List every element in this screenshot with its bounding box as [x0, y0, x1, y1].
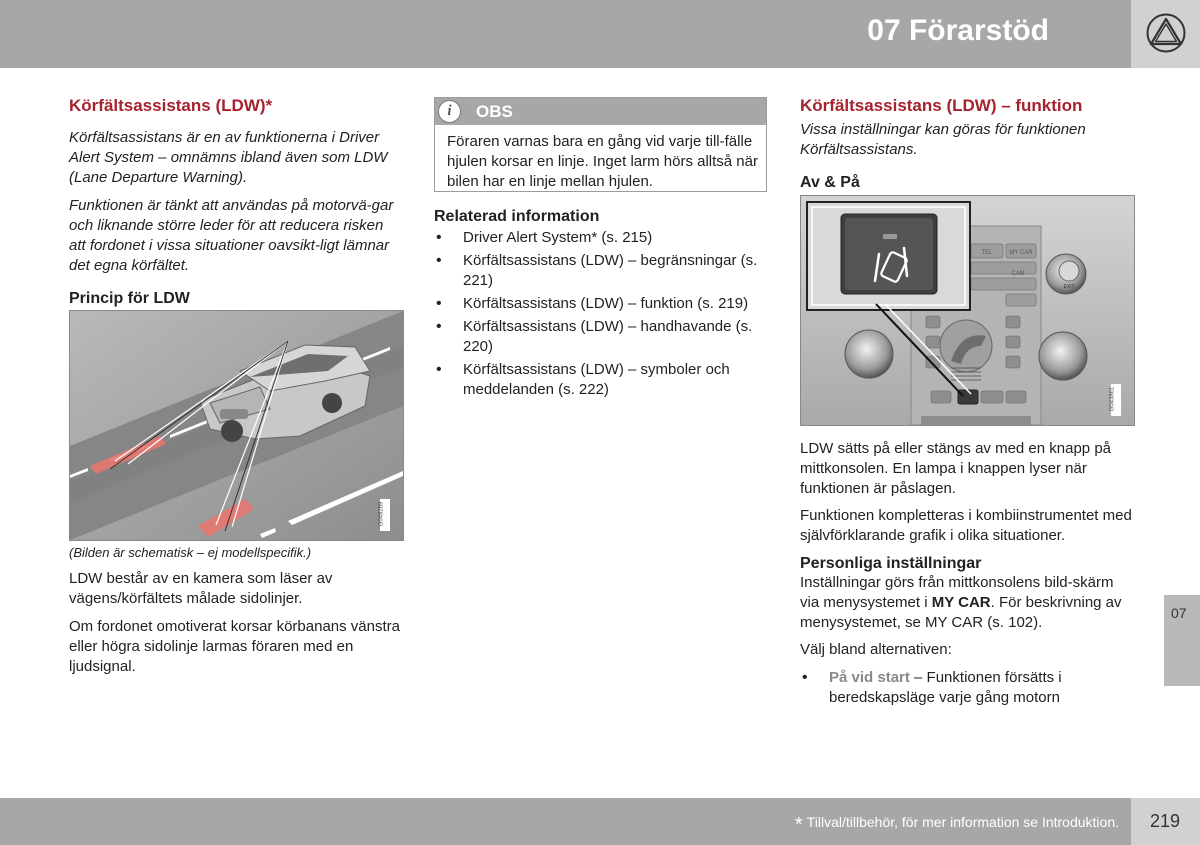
- related-link[interactable]: • Körfältsassistans (LDW) – begränsningar (s. 221): [434, 251, 764, 291]
- option-label: På vid start: [829, 669, 910, 686]
- instrument-text: Funktionen kompletteras i kombiinstrumentet med självförklarande grafik i olika situationer.: [800, 507, 1132, 544]
- left-column: [69, 96, 404, 308]
- page-number-box: [1131, 798, 1200, 845]
- chapter-header: [0, 0, 1131, 68]
- related-link[interactable]: • Driver Alert System* (s. 215): [434, 228, 764, 248]
- page-number: 219: [1150, 811, 1181, 831]
- purpose-text: Funktionen är tänkt att användas på motorvä-gar och liknande större leder för att reducera risken att fordonet i vissa situationer oavsikt-ligt lämnar det egna körfältet.: [69, 197, 394, 274]
- figure-code: G043861: [1109, 386, 1116, 412]
- left-column-lower: [69, 545, 404, 677]
- personal-settings-text: [800, 573, 1135, 633]
- obs-header: [435, 98, 766, 125]
- warning-box: [1131, 0, 1200, 68]
- page-footer: [0, 798, 1131, 845]
- chapter-title: 07 Förarstöd: [867, 14, 1049, 47]
- related-link[interactable]: • Körfältsassistans (LDW) – funktion (s. 219): [434, 294, 764, 314]
- related-heading: Relaterad information: [434, 208, 600, 225]
- body-camera: LDW består av en kamera som läser av vägens/körfältets målade sidolinjer.: [69, 570, 333, 607]
- side-tab-label: 07: [1171, 605, 1187, 621]
- cam-key-label: CAM: [1011, 271, 1025, 277]
- personal-settings-heading: Personliga inställningar: [800, 555, 982, 572]
- choose-text: Välj bland alternativen:: [800, 641, 952, 658]
- center-console-illustration: [801, 196, 1134, 425]
- figure-code-label: [1111, 384, 1121, 416]
- info-icon: i: [438, 100, 461, 123]
- options-list: [800, 668, 1135, 708]
- related-link[interactable]: • Körfältsassistans (LDW) – handhavande (s. 220): [434, 317, 764, 357]
- tel-key-label: TEL: [981, 250, 993, 256]
- footer-note: [795, 814, 1119, 837]
- intro-text: Körfältsassistans är en av funktionerna i Driver Alert System – omnämns ibland även som LDW (Lane Departure Warning).: [69, 129, 388, 186]
- ldw-principle-figure: [69, 310, 404, 541]
- body-warning: Om fordonet omotiverat korsar körbanans vänstra eller högra sidolinje larmas föraren med en ljudsignal.: [69, 618, 400, 675]
- exit-key-label: EXIT: [1063, 284, 1075, 290]
- obs-label: OBS: [476, 102, 513, 121]
- function-intro: Vissa inställningar kan göras för funktionen Körfältsassistans.: [800, 121, 1086, 158]
- right-column-lower: [800, 439, 1135, 711]
- on-off-heading: Av & På: [800, 174, 860, 191]
- center-console-figure: [800, 195, 1135, 426]
- right-column: [800, 96, 1135, 192]
- figure-code-label: [380, 499, 390, 531]
- figure-code: G048269: [378, 501, 385, 527]
- car-road-illustration: [70, 311, 403, 540]
- mycar-key-label: MY CAR: [1009, 250, 1033, 256]
- function-heading: Körfältsassistans (LDW) – funktion: [800, 96, 1083, 115]
- related-link[interactable]: • Körfältsassistans (LDW) – symboler och meddelanden (s. 222): [434, 360, 764, 400]
- figure-caption: (Bilden är schematisk – ej modellspecifik.): [69, 545, 312, 560]
- my-car-term: MY CAR: [931, 594, 991, 611]
- asterisk-icon: *: [794, 814, 803, 836]
- related-list: [434, 228, 764, 400]
- option-item: [800, 668, 1135, 708]
- chapter-side-tab: [1164, 595, 1200, 686]
- section-heading: Körfältsassistans (LDW)*: [69, 96, 273, 115]
- personal-text-b: . För beskrivning av menysystemet, se MY CAR (s. 102).: [800, 594, 1122, 631]
- option-text: – Funktionen försätts i beredskapsläge varje gång motorn: [829, 669, 1062, 706]
- personal-text-a: Inställningar görs från mittkonsolens bild-skärm via menysystemet i: [800, 574, 1114, 611]
- obs-text: Föraren varnas bara en gång vid varje till-fälle hjulen korsar en linje. Inget larm hörs alltså när bilen har en linje mellan hjulen.: [447, 133, 758, 190]
- related-info: [434, 208, 764, 403]
- principle-heading: Princip för LDW: [69, 290, 190, 307]
- footer-note-text: Tillval/tillbehör, för mer information se Introduktion.: [806, 814, 1119, 830]
- obs-note-box: [434, 97, 767, 192]
- ldw-button-text: LDW sätts på eller stängs av med en knapp på mittkonsolen. En lampa i knappen lyser när funktionen är påslagen.: [800, 440, 1112, 497]
- warning-triangle-icon: [1145, 13, 1187, 53]
